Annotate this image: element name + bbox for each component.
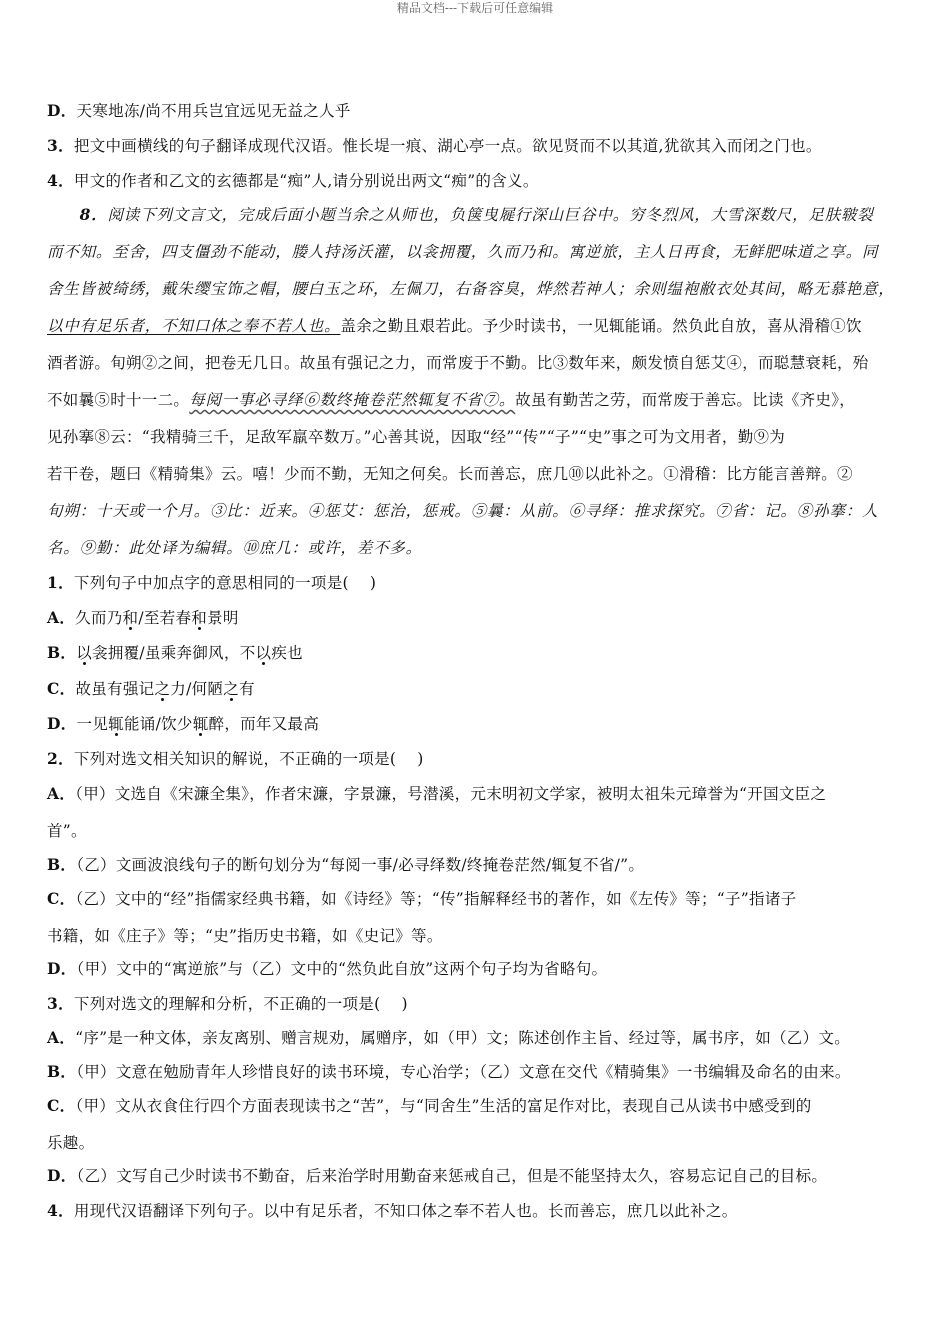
question-line: 2．下列对选文相关知识的解说，不正确的一项是( ) xyxy=(47,749,424,768)
option-line: A．（甲）文选自《宋濂全集》，作者宋濂，字景濂，号潜溪，元末明初文学家，被明太祖朱元璋誉为“开国文臣之 xyxy=(47,784,827,803)
passage-line: 8．阅读下列文言文，完成后面小题当余之从师也，负箧曳屣行深山巨谷中。穷冬烈风，大雪深数尺，足肤皲裂 xyxy=(47,205,874,224)
passage-line: 以中有足乐者，不知口体之奉不若人也。盖余之勤且艰若此。予少时读书，一见辄能诵。然负此自放，喜从滑稽①饮 xyxy=(47,317,862,335)
dotted-char: 之 xyxy=(154,680,171,698)
passage-line: 酒者游。旬朔②之间，把卷无几日。故虽有强记之力，而常废于不勤。比③数年来，颇发愤自惩艾④，而聪慧衰耗，殆 xyxy=(47,354,869,372)
option-line: B．（乙）文画波浪线句子的断句划分为“每阅一事/必寻绎数/终掩卷茫然/辄复不省/”。 xyxy=(47,855,645,874)
passage-line: 舍生皆被绮绣，戴朱缨宝饰之帽，腰白玉之环，左佩刀，右备容臭，烨然若神人；余则缊袍敝衣处其间，略无慕艳意， xyxy=(47,280,895,298)
dotted-char: 之 xyxy=(223,680,240,698)
option-line: 乐趣。 xyxy=(47,1134,95,1152)
passage-line: 而不知。至舍，四支僵劲不能动，媵人持汤沃灌，以衾拥覆，久而乃和。寓逆旅，主人日再食，无鲜肥味道之享。同 xyxy=(47,243,879,261)
wavy-underlined-sentence: 每阅一事必寻绎⑥数终掩卷茫然辄复不省⑦。 xyxy=(189,391,516,409)
option-line: D．一见辄能诵/饮少辄醉，而年又最高 xyxy=(47,714,320,733)
option-line: B．以衾拥覆/虽乘奔御风，不以疾也 xyxy=(47,643,303,662)
option-line: D．（甲）文中的“寓逆旅”与（乙）文中的“然负此自放”这两个句子均为省略句。 xyxy=(47,959,608,978)
option-line: 首”。 xyxy=(47,822,87,840)
passage-line: 若干卷，题曰《精骑集》云。嘻！少而不勤，无知之何矣。长而善忘，庶几⑩以此补之。①滑稽：比方能言善辩。② xyxy=(47,465,853,483)
page-header: 精品文档---下载后可任意编辑 xyxy=(396,1,554,15)
option-line: C．（乙）文中的“经”指儒家经典书籍，如《诗经》等；“传”指解释经书的著作，如《左传》等；“子”指诸子 xyxy=(47,889,797,908)
footnote-line: 旬朔：十天或一个月。③比：近来。④惩艾：惩治，惩戒。⑤曩：从前。⑥寻绎：推求探究。⑦省：记。⑧孙搴：人 xyxy=(47,502,879,520)
option-line: D．天寒地冻/尚不用兵岂宜远见无益之人乎 xyxy=(47,101,351,120)
dotted-char: 辄 xyxy=(108,715,124,733)
option-line: C．故虽有强记之力/何陋之有 xyxy=(47,679,255,698)
question-line: 1．下列句子中加点字的意思相同的一项是( ) xyxy=(47,573,377,592)
dotted-char: 以 xyxy=(255,644,272,662)
passage-line: 见孙搴⑧云：“我精骑三千，足敌军羸卒数万。”心善其说，因取“经”“传”“子”“史”事之可为文用者，勤⑨为 xyxy=(47,428,786,446)
option-line: B．（甲）文意在勉励青年人珍惜良好的读书环境，专心治学；（乙）文意在交代《精骑集》一书编辑及命名的由来。 xyxy=(47,1062,851,1081)
option-line: C．（甲）文从衣食住行四个方面表现读书之“苦”，与“同舍生”生活的富足作对比，表现自己从读书中感受到的 xyxy=(47,1096,812,1115)
dotted-char: 和 xyxy=(122,609,139,627)
option-line: A．久而乃和/至若春和景明 xyxy=(47,608,239,627)
underlined-sentence: 以中有足乐者，不知口体之奉不若人也。 xyxy=(47,317,341,335)
question-line: 4．用现代汉语翻译下列句子。以中有足乐者，不知口体之奉不若人也。长而善忘，庶几以此补之。 xyxy=(47,1201,738,1220)
passage-line: 不如曩⑤时十一二。每阅一事必寻绎⑥数终掩卷茫然辄复不省⑦。故虽有勤苦之劳，而常废于善忘。比读《齐史》， xyxy=(47,391,856,409)
option-line: D．（乙）文写自己少时读书不勤奋，后来治学时用勤奋来惩戒自己，但是不能坚持太久，容易忘记自己的目标。 xyxy=(47,1166,828,1185)
dotted-char: 辄 xyxy=(192,715,209,733)
question-line: 3．下列对选文的理解和分析，不正确的一项是( ) xyxy=(47,994,408,1013)
dotted-char: 以 xyxy=(76,644,93,662)
option-line: A．“序”是一种文体，亲友离别、赠言规劝，属赠序，如（甲）文；陈述创作主旨、经过等，属书序，如（乙）文。 xyxy=(47,1028,850,1047)
question-line: 4．甲文的作者和乙文的玄德都是“痴”人,请分别说出两文“痴”的含义。 xyxy=(47,171,539,190)
question-line: 3．把文中画横线的句子翻译成现代汉语。惟长堤一痕、湖心亭一点。欲见贤而不以其道,犹欲其入而闭之门也。 xyxy=(47,136,822,155)
footnote-line: 名。⑨勤：此处译为编辑。⑩庶几：或许，差不多。 xyxy=(47,539,422,557)
option-line: 书籍，如《庄子》等；“史”指历史书籍，如《史记》等。 xyxy=(47,927,443,945)
dotted-char: 和 xyxy=(191,609,208,627)
